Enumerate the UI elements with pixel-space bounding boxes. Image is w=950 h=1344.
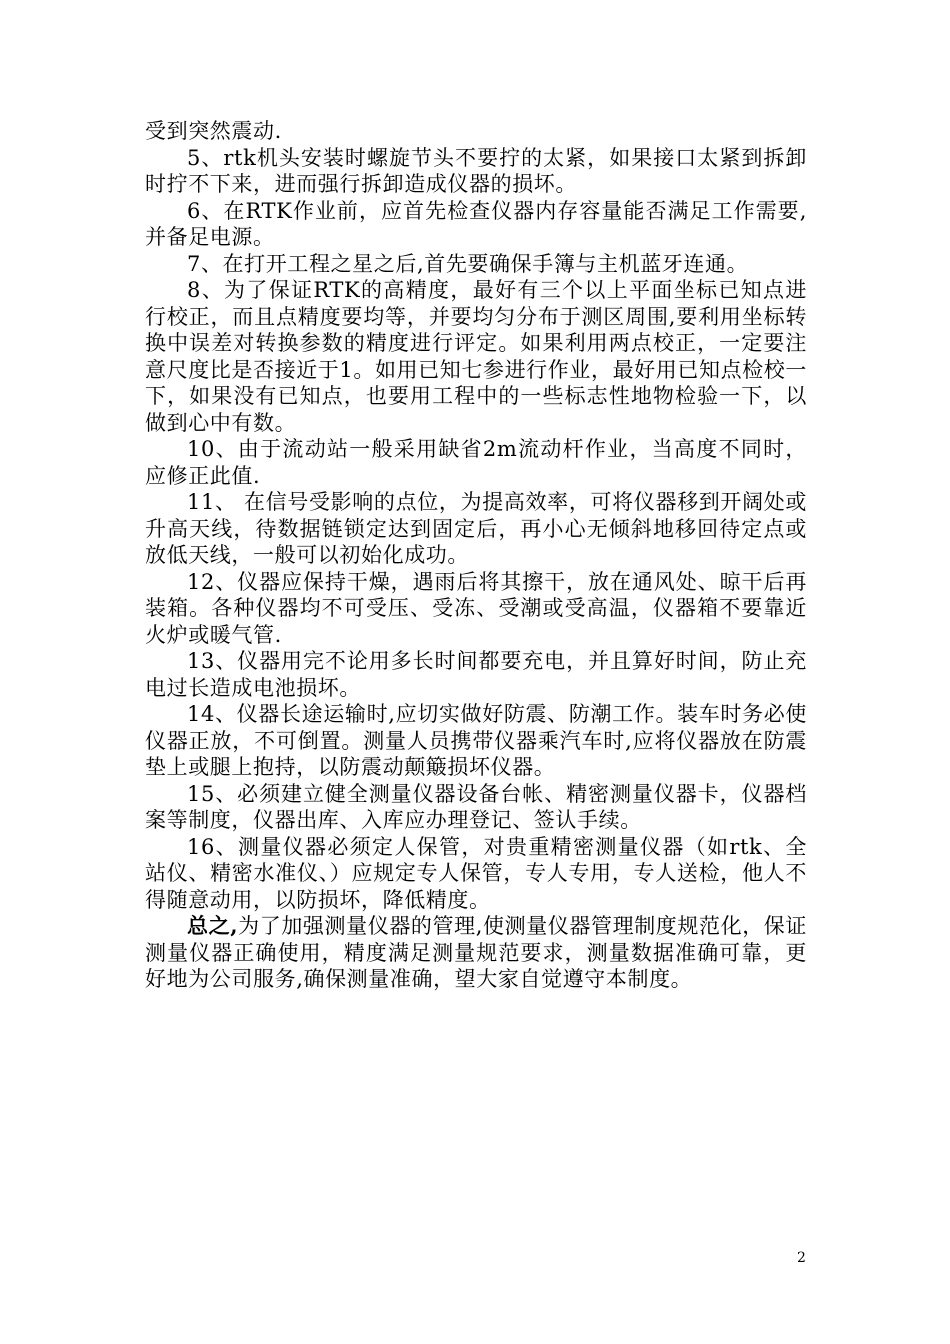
paragraph-continuation: 受到突然震动. — [145, 119, 282, 143]
paragraph-item-6: 6、在RTK作业前，应首先检查仪器内存容量能否满足工作需要,并备足电源。 — [145, 198, 807, 249]
paragraph-item-13: 13、仪器用完不论用多长时间都要充电，并且算好时间，防止充电过长造成电池损坏。 — [145, 649, 807, 700]
paragraph-item-15: 15、必须建立健全测量仪器设备台帐、精密测量仪器卡，仪器档案等制度，仪器出库、入库应办理登记、签认手续。 — [145, 781, 807, 832]
paragraph-item-10: 10、由于流动站一般采用缺省2m流动杆作业，当高度不同时，应修正此值. — [145, 437, 807, 488]
paragraph-summary — [145, 913, 807, 993]
page-number: 2 — [797, 1250, 806, 1266]
paragraph-item-16: 16、测量仪器必须定人保管，对贵重精密测量仪器（如rtk、全站仪、精密水准仪、）应规定专人保管，专人专用，专人送检，他人不得随意动用，以防损坏，降低精度。 — [145, 834, 807, 912]
summary-text: 为了加强测量仪器的管理,使测量仪器管理制度规范化，保证测量仪器正确使用，精度满足测量规范要求，测量数据准确可靠，更好地为公司服务,确保测量准确，望大家自觉遵守本制度。 — [145, 914, 807, 991]
paragraph-item-7: 7、在打开工程之星之后,首先要确保手簿与主机蓝牙连通。 — [187, 251, 749, 276]
document-body — [145, 118, 807, 993]
paragraph-item-5: 5、rtk机头安装时螺旋节头不要拧的太紧，如果接口太紧到拆卸时拧不下来，进而强行拆卸造成仪器的损坏。 — [145, 145, 807, 196]
paragraph-item-14: 14、仪器长途运输时,应切实做好防震、防潮工作。装车时务必使仪器正放，不可倒置。测量人员携带仪器乘汽车时,应将仪器放在防震垫上或腿上抱持，以防震动颠簸损坏仪器。 — [145, 702, 807, 779]
paragraph-item-11: 11、 在信号受影响的点位，为提高效率，可将仪器移到开阔处或升高天线，待数据链锁定达到固定后，再小心无倾斜地移回待定点或放低天线，一般可以初始化成功。 — [145, 490, 807, 567]
summary-lead: 总之, — [187, 913, 239, 938]
paragraph-item-8: 8、为了保证RTK的高精度，最好有三个以上平面坐标已知点进行校正，而且点精度要均等，并要均匀分布于测区周围,要利用坐标转换中误差对转换参数的精度进行评定。如果利用两点校正，一定要注意尺度比是否接近于1。如用已知七参进行作业，最好用已知点检校一下，如果没有已知点，也要用工程中的一些标志性地物检验一下，以做到心中有数。 — [145, 278, 807, 435]
paragraph-item-12: 12、仪器应保持干燥，遇雨后将其擦干，放在通风处、晾干后再装箱。各种仪器均不可受压、受冻、受潮或受高温，仪器箱不要靠近火炉或暖气管. — [145, 569, 807, 647]
